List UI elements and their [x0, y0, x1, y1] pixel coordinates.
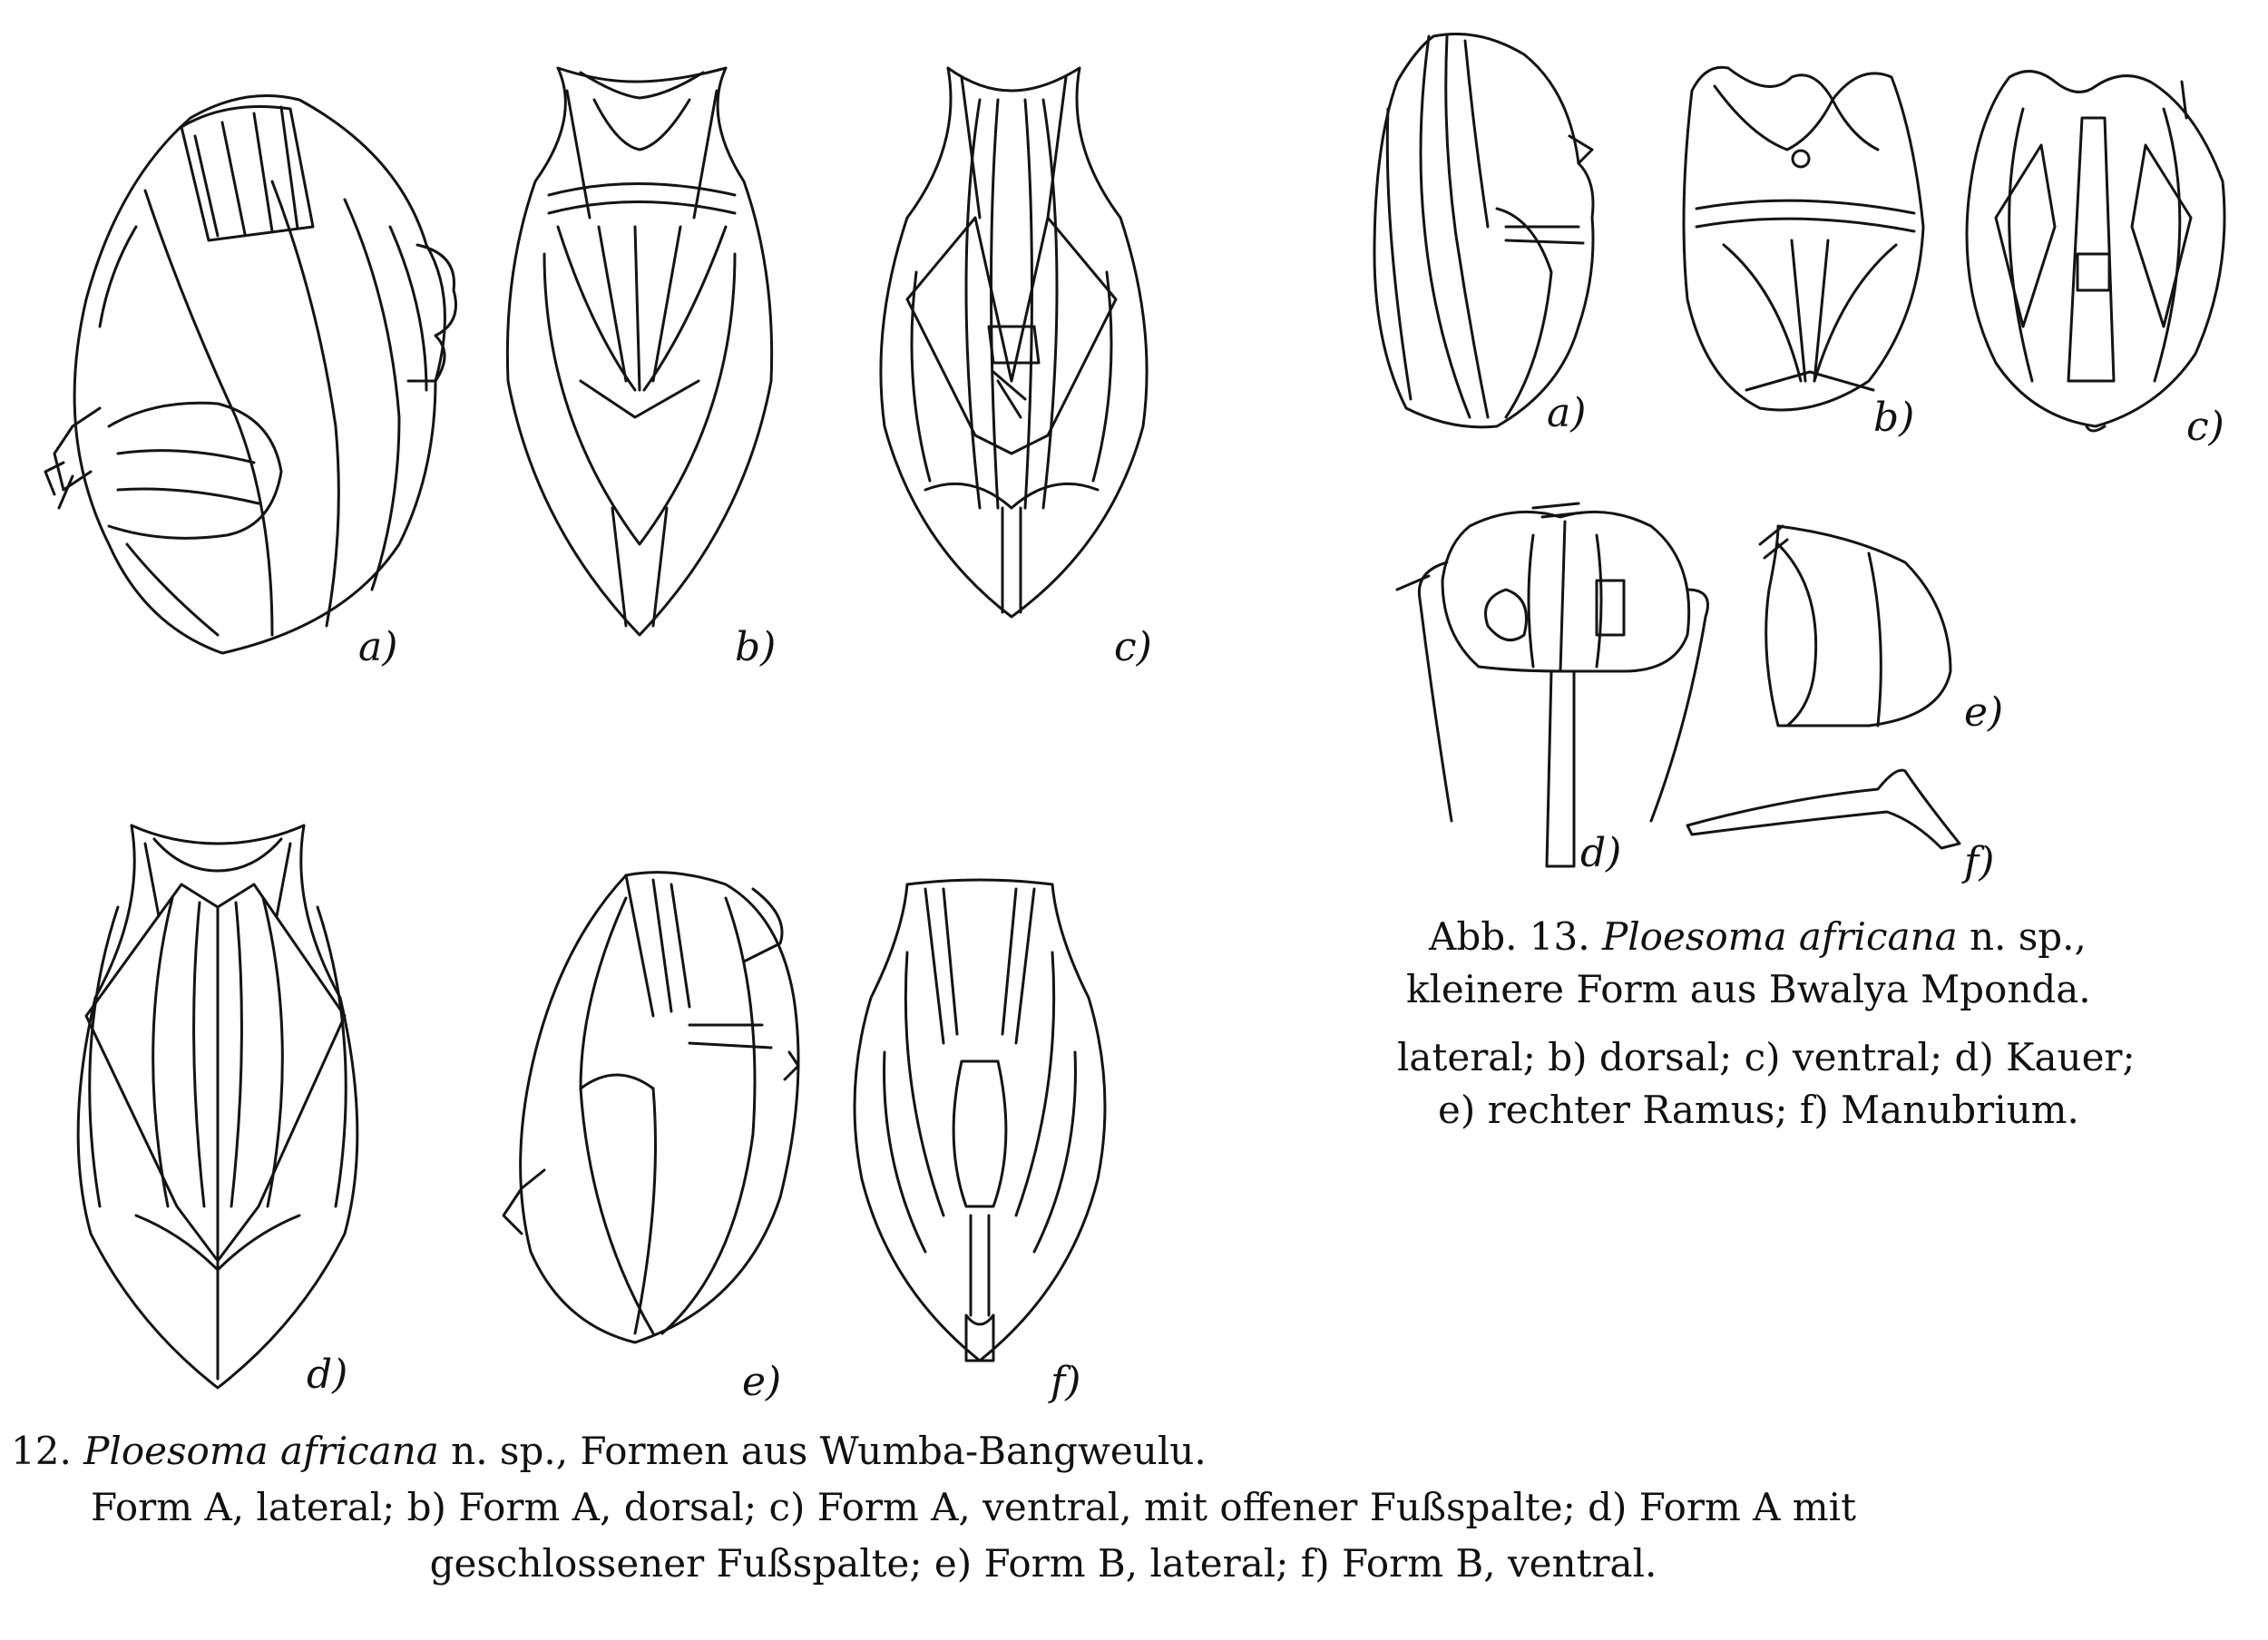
fig12-c-ventral-drawing [881, 68, 1147, 617]
fig12-label-f: f) [1051, 1359, 1081, 1405]
fig13-label-b: b) [1873, 395, 1915, 441]
fig12-caption-line1 [11, 1426, 1207, 1477]
fig13-a-lateral-drawing [1374, 34, 1593, 427]
fig13-caption-line3: lateral; b) dorsal; c) ventral; d) Kauer; [1397, 1035, 2136, 1079]
fig12-a-lateral-drawing [45, 96, 456, 654]
fig13-f-manubrium-drawing [1687, 770, 1960, 848]
fig13-label-e: e) [1964, 689, 2004, 736]
fig12-caption-line1-rest: n. sp., Formen aus Wumba-Bangweulu. [451, 1429, 1207, 1473]
fig12-f-ventral-drawing [855, 880, 1105, 1361]
fig13-c-ventral-drawing [1967, 72, 2224, 431]
fig12-caption-number: 12. [11, 1429, 72, 1473]
fig13-caption-line4: e) rechter Ramus; f) Manubrium. [1438, 1088, 2079, 1132]
fig12-caption-line3: geschlossener Fußspalte; e) Form B, lateral; f) Form B, ventral. [429, 1541, 1657, 1586]
fig12-label-e: e) [742, 1359, 782, 1405]
fig13-label-a: a) [1547, 390, 1587, 436]
fig13-label-f: f) [1964, 839, 1995, 885]
fig12-label-a: a) [358, 624, 398, 670]
fig12-label-b: b) [735, 624, 777, 670]
fig13-caption-line1 [1429, 912, 2087, 962]
fig12-label-c: c) [1114, 624, 1152, 670]
fig13-e-ramus-drawing [1760, 526, 1950, 726]
fig13-label-d: d) [1580, 830, 1622, 876]
fig13-d-kauer-drawing [1397, 503, 1708, 866]
fig12-e-lateral-drawing [503, 873, 798, 1342]
fig12-caption-species: Ploesoma africana [83, 1429, 439, 1473]
fig13-label-c: c) [2186, 404, 2224, 450]
fig13-caption-line1-rest: n. sp., [1969, 914, 2087, 959]
fig13-caption-line2: kleinere Form aus Bwalya Mponda. [1406, 967, 2091, 1011]
fig12-caption-line2: Form A, lateral; b) Form A, dorsal; c) Form A, ventral, mit offener Fußspalte; d) Form A mit [91, 1485, 1856, 1529]
fig12-label-d: d) [307, 1352, 348, 1398]
fig12-b-dorsal-drawing [507, 68, 771, 635]
fig13-caption-number: Abb. 13. [1429, 914, 1590, 959]
fig13-caption-species: Ploesoma africana [1601, 914, 1958, 959]
fig12-labels [307, 624, 1152, 1405]
fig12-d-drawing [78, 825, 357, 1388]
fig13-b-dorsal-drawing [1684, 67, 1923, 410]
